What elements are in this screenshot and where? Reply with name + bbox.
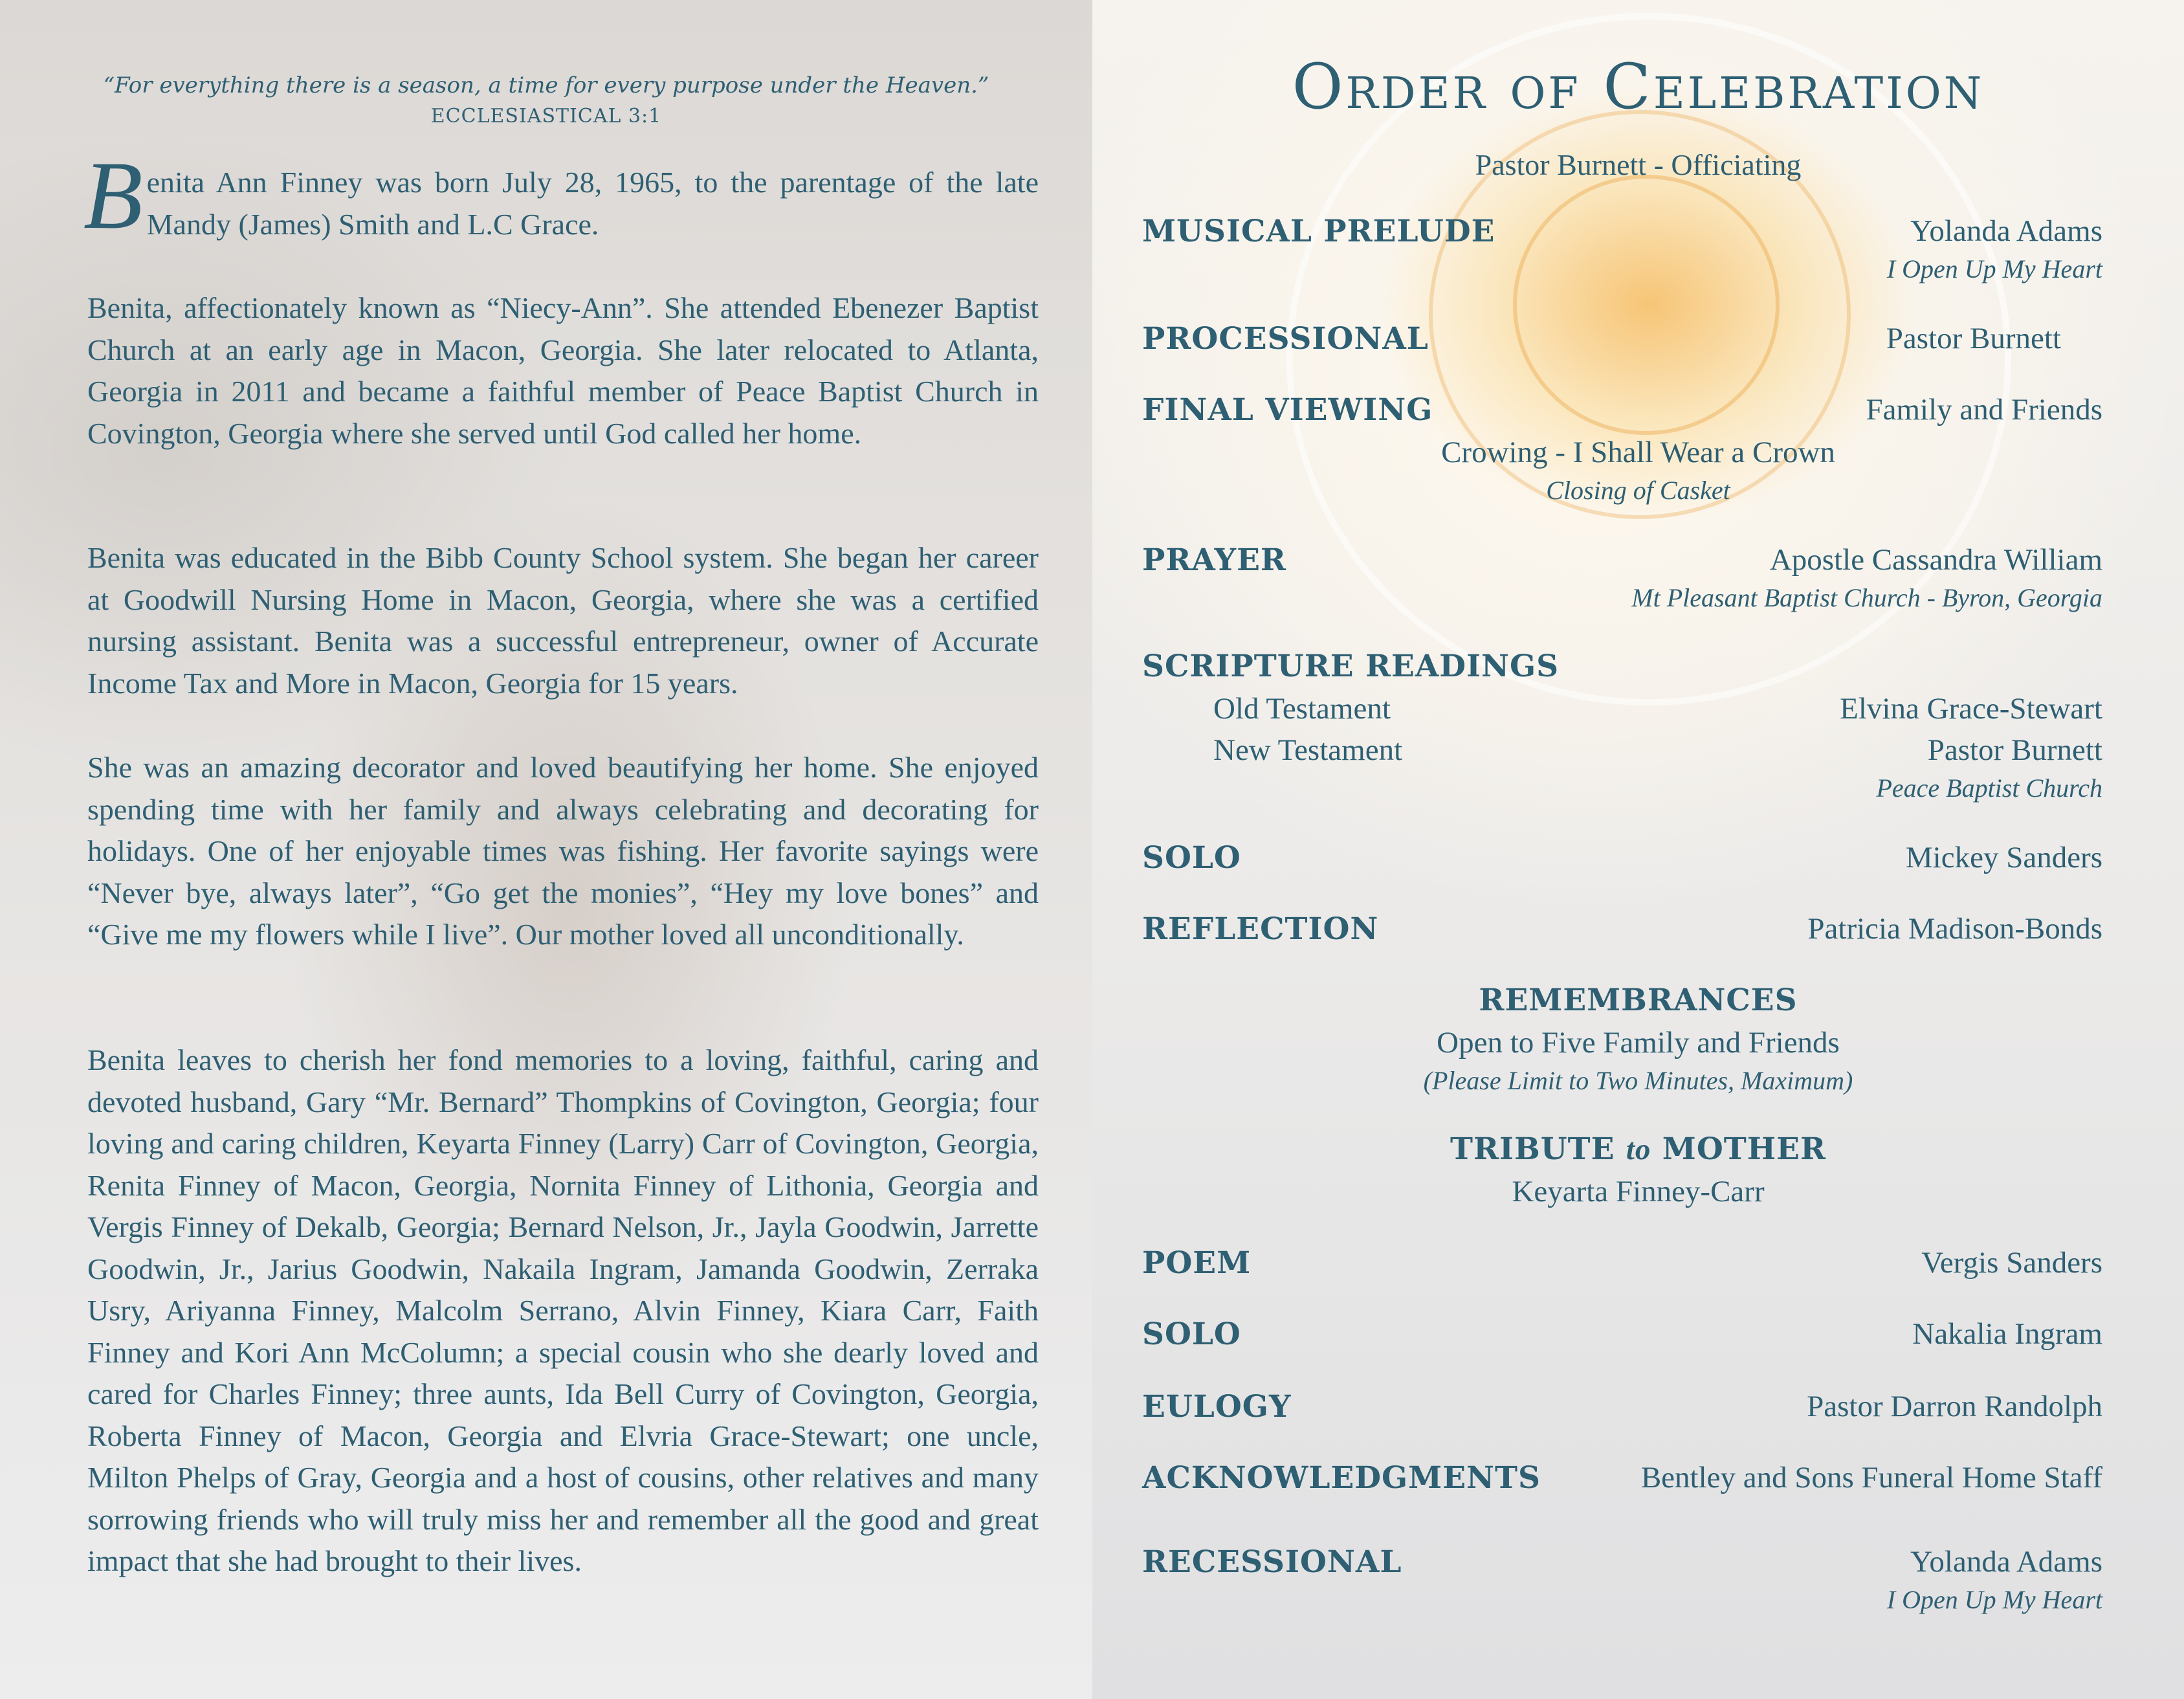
event-performer: Pastor Burnett — [1886, 322, 2061, 355]
scripture-old-label: Old Testament — [1213, 692, 1391, 726]
obituary-paragraph: Benita was educated in the Bibb County School system. She began her career at Goodwill Nursing Home in Macon, Georgia, where she was a certified nursing assistant. Benita was a successful entrepreneur, owner of Accurate Income Tax and More in Macon, Georgia for 15 years. — [87, 541, 1039, 700]
event-note: Mt Pleasant Baptist Church - Byron, Georgia — [1631, 583, 2102, 612]
event-label: TRIBUTE to MOTHER — [1450, 1131, 1827, 1167]
event-performer: Nakalia Ingram — [1912, 1317, 2102, 1351]
program-title: Order of Celebration — [1292, 50, 1985, 123]
event-performer: Yolanda Adams — [1910, 1545, 2102, 1579]
epigraph-reference: ECCLESIASTICAL 3:1 — [430, 105, 662, 128]
event-label: PROCESSIONAL — [1142, 321, 1429, 357]
event-label: FINAL VIEWING — [1142, 392, 1433, 428]
drop-cap: B — [83, 142, 143, 249]
event-label: SOLO — [1142, 840, 1241, 876]
event-performer: Keyarta Finney-Carr — [1512, 1175, 1765, 1208]
event-label: SCRIPTURE READINGS — [1142, 649, 1560, 684]
scripture-new-label: New Testament — [1213, 733, 1403, 767]
obituary-paragraph: Benita, affectionately known as “Niecy-Ann”. She attended Ebenezer Baptist Church at an early age in Macon, Georgia. She later relocated to Atlanta, Georgia in 2011 and became a faithful member of Peace Baptist Church in Covington, Georgia where she served until God called her home. — [87, 291, 1039, 450]
event-performer: Mickey Sanders — [1905, 841, 2102, 874]
event-note: I Open Up My Heart — [1886, 1585, 2102, 1614]
event-detail: Open to Five Family and Friends — [1437, 1026, 1840, 1060]
event-label: MUSICAL PRELUDE — [1142, 214, 1495, 249]
event-label: RECESSIONAL — [1142, 1544, 1402, 1580]
event-note: I Open Up My Heart — [1886, 254, 2102, 283]
event-label: REMEMBRANCES — [1479, 983, 1798, 1018]
officiant: Pastor Burnett - Officiating — [1475, 148, 1802, 181]
obituary-paragraph: Benita Ann Finney was born July 28, 1965, to the parentage of the late Mandy (James) Smith and L.C Grace. — [83, 142, 1039, 249]
program-panel — [1092, 0, 2184, 1699]
event-performer: Vergis Sanders — [1921, 1246, 2102, 1280]
event-label: POEM — [1142, 1245, 1252, 1281]
obituary-paragraph: Benita leaves to cherish her fond memories to a loving, faithful, caring and devoted husband, Gary “Mr. Bernard” Thompkins of Covington, Georgia; four loving and caring children, Keyarta Finney (Larry) Carr of Covington, Georgia, Renita Finney of Macon, Georgia, Nornita Finney of Lithonia, Georgia and Vergis Finney of Dekalb, Georgia; Bernard Nelson, Jr., Jayla Goodwin, Jarrette Goodwin, Jr., Jarius Goodwin, Nakaila Ingram, Jamanda Goodwin, Zerraka Usry, Ariyanna Finney, Malcolm Serrano, Alvin Finney, Kiara Carr, Faith Finney and Kori Ann McColumn; a special cousin who she dearly loved and cared for Charles Finney; three aunts, Ida Bell Curry of Covington, Georgia, Roberta Finney of Macon, Georgia and Elvria Grace-Stewart; one uncle, Milton Phelps of Gray, Georgia and a host of cousins, other relatives and many sorrowing friends who will truly miss her and remember all the good and great impact that she had brought to their lives. — [87, 1043, 1039, 1577]
event-label: SOLO — [1142, 1316, 1241, 1352]
event-performer: Apostle Cassandra William — [1769, 543, 2102, 577]
event-performer: Pastor Burnett — [1927, 733, 2102, 767]
event-performer: Patricia Madison-Bonds — [1807, 912, 2102, 946]
event-performer: Elvina Grace-Stewart — [1840, 692, 2102, 726]
event-performer: Yolanda Adams — [1910, 214, 2102, 248]
event-note: Closing of Casket — [1546, 476, 1730, 505]
event-performer: Bentley and Sons Funeral Home Staff — [1640, 1461, 2102, 1494]
event-song: Crowing - I Shall Wear a Crown — [1441, 436, 1835, 469]
event-label: PRAYER — [1142, 542, 1286, 578]
event-note: Peace Baptist Church — [1876, 773, 2102, 803]
epigraph-quote: “For everything there is a season, a time for every purpose under the Heaven.” — [103, 72, 989, 98]
obituary-paragraph: She was an amazing decorator and loved beautifying her home. She enjoyed spending time with her family and always celebrating and decorating for holidays. One of her enjoyable times was fishing. Her favorite sayings were “Never bye, always later”, “Go get the monies”, “Hey my love bones” and “Give me my flowers while I live”. Our mother loved all unconditionally. — [87, 751, 1039, 951]
event-note: (Please Limit to Two Minutes, Maximum) — [1423, 1066, 1853, 1095]
event-performer: Pastor Darron Randolph — [1807, 1390, 2102, 1423]
event-label: ACKNOWLEDGMENTS — [1142, 1460, 1541, 1496]
event-label: EULOGY — [1142, 1389, 1292, 1425]
event-label: REFLECTION — [1142, 911, 1379, 947]
event-performer: Family and Friends — [1866, 393, 2102, 427]
